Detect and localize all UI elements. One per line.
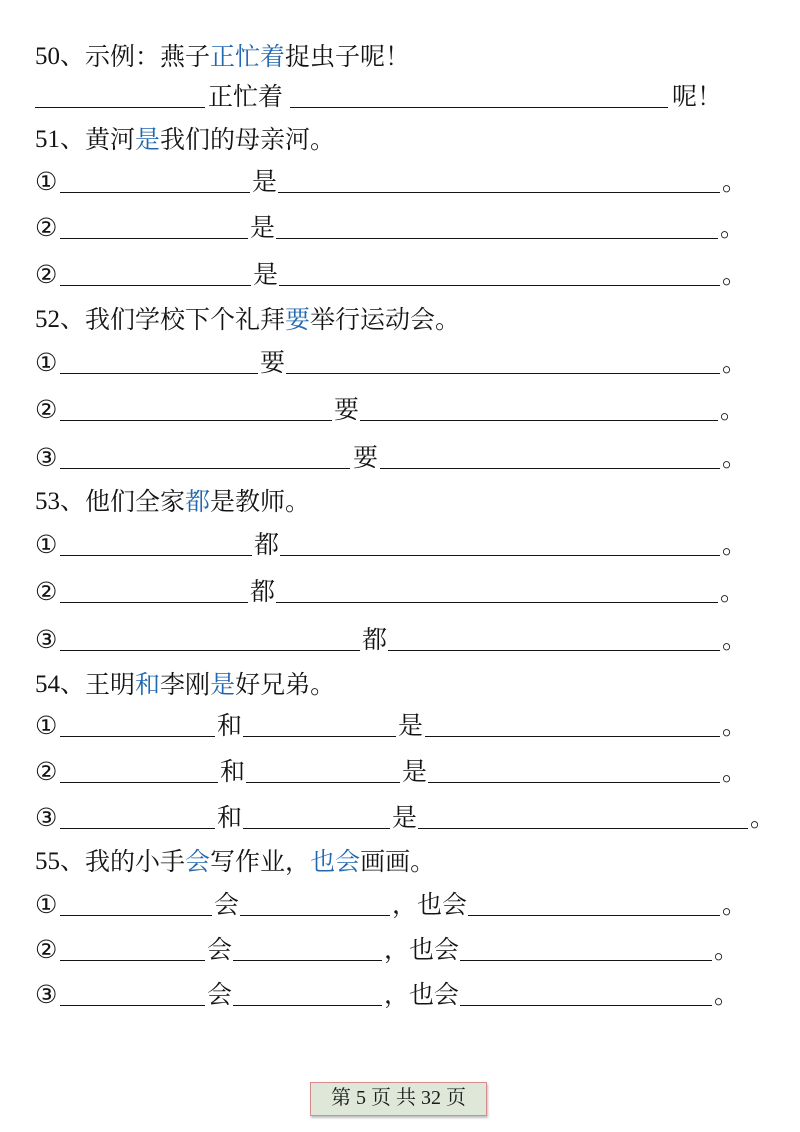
answer-marker: ① bbox=[35, 530, 58, 559]
prompt-text: 好兄弟。 bbox=[235, 670, 336, 699]
answer-end-punctuation: 。 bbox=[722, 348, 748, 377]
answer-blank bbox=[360, 394, 718, 421]
prompt-text: 画画。 bbox=[360, 847, 436, 876]
prompt-keyword: 要 bbox=[285, 305, 311, 334]
answer-blank bbox=[243, 710, 396, 737]
answer-blank bbox=[60, 212, 248, 239]
question-53-prompt bbox=[0, 486, 800, 518]
answer-marker: ② bbox=[35, 757, 58, 786]
answer-blank bbox=[60, 979, 205, 1006]
answer-keyword: 和 bbox=[220, 757, 246, 786]
answer-keyword: 正忙着 bbox=[208, 82, 284, 111]
answer-keyword: 会 bbox=[207, 980, 233, 1009]
answer-line bbox=[0, 624, 800, 656]
prompt-text: 我的小手 bbox=[85, 847, 186, 876]
prompt-text: 是教师。 bbox=[210, 487, 311, 516]
answer-blank bbox=[60, 934, 205, 961]
current-page-number: 5 bbox=[356, 1087, 366, 1109]
answer-line bbox=[0, 442, 800, 474]
answer-blank bbox=[60, 624, 360, 651]
answer-end-punctuation: 。 bbox=[722, 625, 748, 654]
answer-line bbox=[0, 576, 800, 608]
answer-line bbox=[0, 166, 800, 198]
answer-blank bbox=[60, 576, 248, 603]
answer-marker: ① bbox=[35, 167, 58, 196]
answer-marker: ③ bbox=[35, 803, 58, 832]
answer-blank bbox=[60, 756, 218, 783]
question-52-prompt bbox=[0, 304, 800, 336]
answer-line bbox=[0, 347, 800, 379]
answer-keyword: 是 bbox=[402, 757, 428, 786]
answer-end-punctuation: 。 bbox=[714, 935, 740, 964]
answer-blank bbox=[425, 710, 720, 737]
answer-keyword: 要 bbox=[260, 348, 286, 377]
prompt-text: 写作业， bbox=[210, 847, 311, 876]
answer-end-punctuation: 呢！ bbox=[672, 82, 723, 111]
question-number: 53、 bbox=[35, 488, 86, 515]
answer-blank bbox=[468, 889, 720, 916]
answer-keyword: ，也会 bbox=[392, 890, 468, 919]
answer-keyword: 都 bbox=[362, 625, 388, 654]
answer-keyword: 都 bbox=[250, 577, 276, 606]
answer-marker: ② bbox=[35, 395, 58, 424]
answer-keyword: 是 bbox=[392, 803, 418, 832]
answer-line bbox=[0, 394, 800, 426]
prompt-text: 黄河 bbox=[85, 125, 136, 154]
question-number: 51、 bbox=[35, 126, 86, 153]
answer-line bbox=[0, 710, 800, 742]
prompt-keyword: 和 bbox=[135, 670, 161, 699]
answer-blank bbox=[60, 802, 215, 829]
answer-marker: ② bbox=[35, 213, 58, 242]
answer-blank bbox=[276, 212, 718, 239]
total-suffix: 页 bbox=[446, 1087, 466, 1109]
answer-keyword: 是 bbox=[253, 260, 279, 289]
question-54-prompt bbox=[0, 669, 800, 701]
prompt-keyword: 正忙着 bbox=[210, 42, 286, 71]
answer-blank bbox=[60, 259, 251, 286]
answer-blank bbox=[60, 710, 215, 737]
question-51-prompt bbox=[0, 124, 800, 156]
answer-blank bbox=[233, 934, 382, 961]
answer-keyword: 和 bbox=[217, 711, 243, 740]
prompt-keyword: 也会 bbox=[310, 847, 361, 876]
answer-end-punctuation: 。 bbox=[720, 213, 746, 242]
answer-blank bbox=[388, 624, 720, 651]
total-page-count: 32 bbox=[421, 1087, 441, 1109]
question-number: 50、 bbox=[35, 43, 86, 70]
answer-blank bbox=[246, 756, 400, 783]
prompt-text: 李刚 bbox=[160, 670, 211, 699]
prompt-keyword: 会 bbox=[185, 847, 211, 876]
answer-end-punctuation: 。 bbox=[722, 890, 748, 919]
answer-marker: ② bbox=[35, 935, 58, 964]
answer-marker: ③ bbox=[35, 980, 58, 1009]
answer-blank bbox=[243, 802, 390, 829]
answer-end-punctuation: 。 bbox=[722, 711, 748, 740]
answer-blank bbox=[286, 347, 720, 374]
answer-blank bbox=[290, 81, 668, 108]
total-prefix: 共 bbox=[396, 1087, 416, 1109]
answer-marker: ③ bbox=[35, 443, 58, 472]
answer-end-punctuation: 。 bbox=[722, 530, 748, 559]
answer-keyword: 会 bbox=[207, 935, 233, 964]
answer-blank bbox=[276, 576, 718, 603]
answer-keyword: 和 bbox=[217, 803, 243, 832]
answer-blank bbox=[460, 979, 712, 1006]
answer-blank bbox=[280, 529, 720, 556]
prompt-text: 我们学校下个礼拜 bbox=[85, 305, 286, 334]
question-number: 52、 bbox=[35, 306, 86, 333]
answer-blank bbox=[380, 442, 720, 469]
prompt-text: 我们的母亲河。 bbox=[160, 125, 336, 154]
answer-keyword: 是 bbox=[252, 167, 278, 196]
answer-keyword: 都 bbox=[254, 530, 280, 559]
answer-blank bbox=[60, 394, 332, 421]
answer-line bbox=[0, 259, 800, 291]
answer-line bbox=[0, 889, 800, 921]
page-prefix: 第 bbox=[331, 1087, 351, 1109]
answer-marker: ② bbox=[35, 577, 58, 606]
answer-line bbox=[0, 979, 800, 1011]
answer-blank bbox=[60, 889, 212, 916]
answer-marker: ① bbox=[35, 711, 58, 740]
question-number: 55、 bbox=[35, 848, 86, 875]
answer-blank bbox=[418, 802, 748, 829]
answer-marker: ③ bbox=[35, 625, 58, 654]
answer-marker: ① bbox=[35, 348, 58, 377]
answer-end-punctuation: 。 bbox=[722, 443, 748, 472]
answer-marker: ① bbox=[35, 890, 58, 919]
answer-keyword: 要 bbox=[353, 443, 379, 472]
answer-keyword: ，也会 bbox=[384, 935, 460, 964]
answer-line bbox=[0, 756, 800, 788]
answer-blank bbox=[35, 81, 205, 108]
answer-blank bbox=[278, 166, 720, 193]
answer-keyword: ，也会 bbox=[384, 980, 460, 1009]
answer-end-punctuation: 。 bbox=[714, 980, 740, 1009]
question-50-prompt bbox=[0, 41, 800, 73]
page-number-footer bbox=[310, 1082, 487, 1116]
answer-keyword: 是 bbox=[250, 213, 276, 242]
prompt-text: 举行运动会。 bbox=[310, 305, 461, 334]
prompt-keyword: 是 bbox=[135, 125, 161, 154]
answer-end-punctuation: 。 bbox=[720, 395, 746, 424]
answer-keyword: 要 bbox=[334, 395, 360, 424]
prompt-keyword: 是 bbox=[210, 670, 236, 699]
answer-blank bbox=[60, 347, 258, 374]
answer-end-punctuation: 。 bbox=[720, 577, 746, 606]
question-55-prompt bbox=[0, 846, 800, 878]
answer-keyword: 是 bbox=[398, 711, 424, 740]
answer-end-punctuation: 。 bbox=[722, 757, 748, 786]
answer-blank bbox=[460, 934, 712, 961]
answer-end-punctuation: 。 bbox=[722, 260, 748, 289]
answer-line bbox=[0, 934, 800, 966]
answer-blank bbox=[279, 259, 720, 286]
answer-end-punctuation: 。 bbox=[722, 167, 748, 196]
answer-blank bbox=[60, 166, 250, 193]
answer-blank bbox=[233, 979, 382, 1006]
answer-blank bbox=[428, 756, 720, 783]
page-suffix: 页 bbox=[371, 1087, 391, 1109]
answer-marker: ② bbox=[35, 260, 58, 289]
answer-line bbox=[0, 802, 800, 834]
prompt-text: 他们全家 bbox=[85, 487, 186, 516]
answer-blank bbox=[60, 529, 252, 556]
answer-line bbox=[0, 212, 800, 244]
answer-blank bbox=[60, 442, 350, 469]
answer-keyword: 会 bbox=[214, 890, 240, 919]
prompt-text: 捉虫子呢！ bbox=[285, 42, 411, 71]
question-number: 54、 bbox=[35, 671, 86, 698]
prompt-keyword: 都 bbox=[185, 487, 211, 516]
prompt-text: 王明 bbox=[85, 670, 136, 699]
prompt-text: 示例：燕子 bbox=[85, 42, 211, 71]
answer-end-punctuation: 。 bbox=[750, 803, 776, 832]
answer-line bbox=[0, 529, 800, 561]
answer-line bbox=[0, 81, 800, 113]
answer-blank bbox=[240, 889, 390, 916]
